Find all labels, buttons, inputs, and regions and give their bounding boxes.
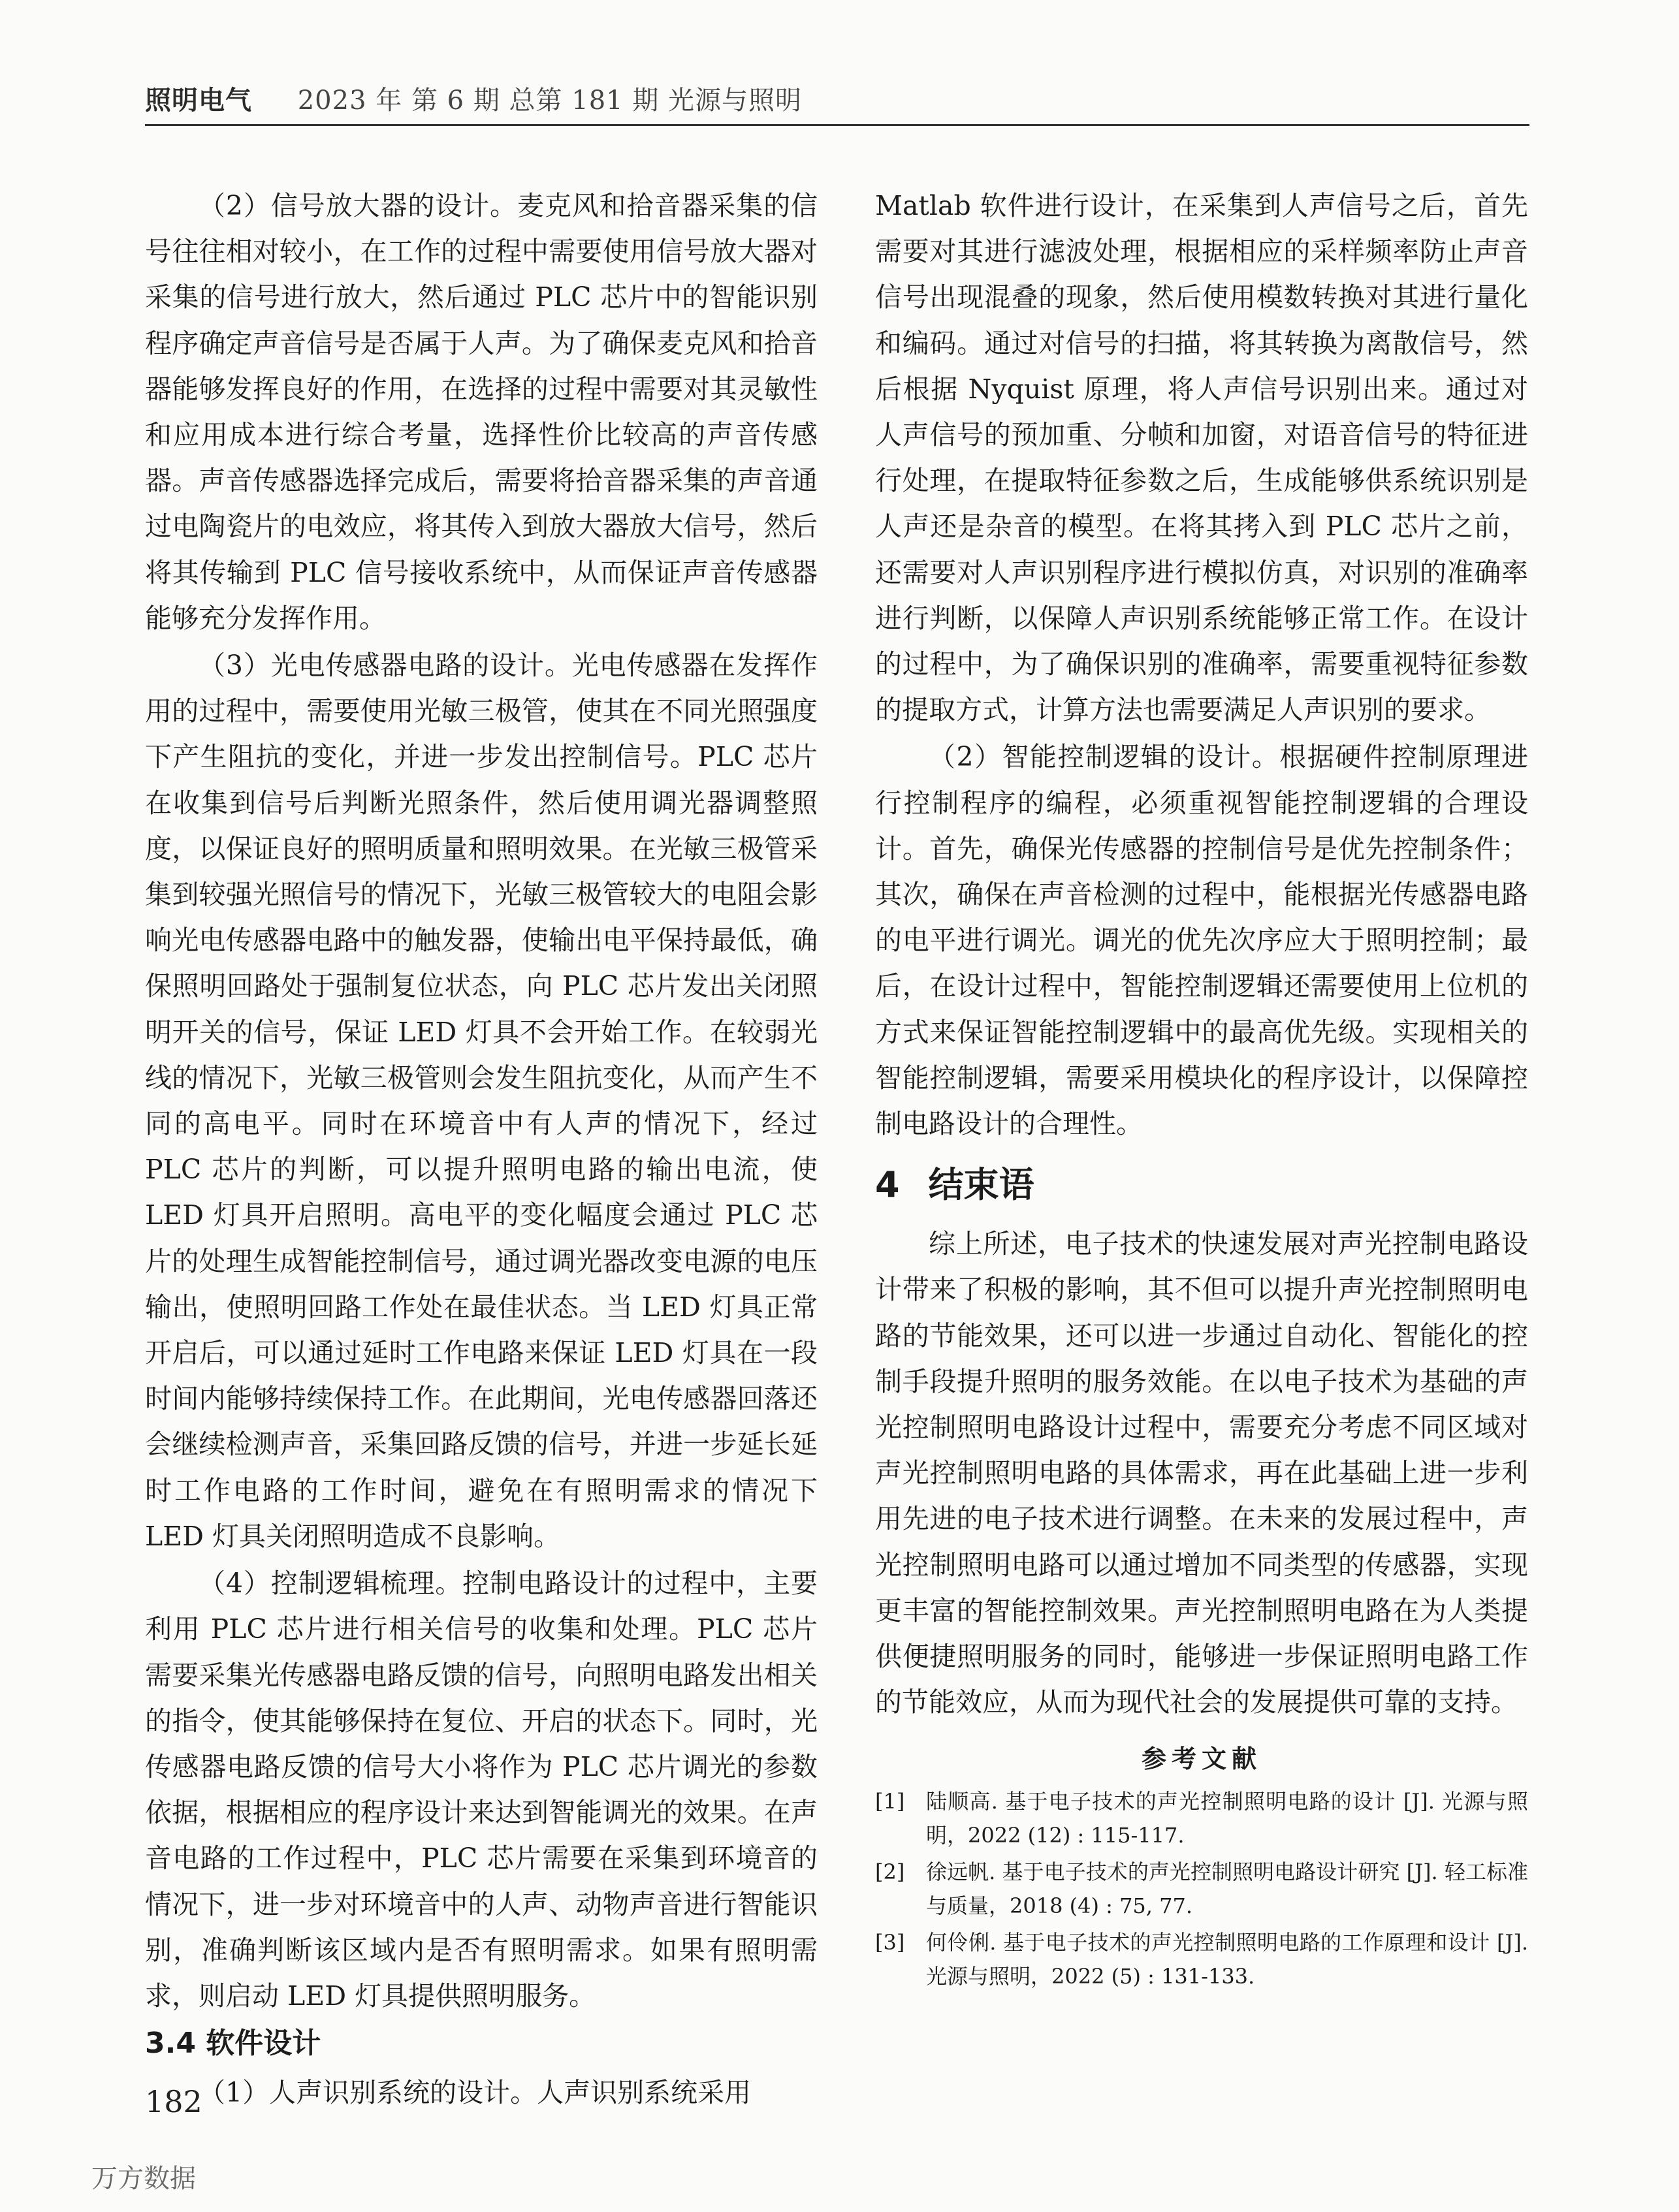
paragraph-signal-amplifier: （2）信号放大器的设计。麦克风和拾音器采集的信号往往相对较小，在工作的过程中需要使用信号放大器对采集的信号进行放大，然后通过 PLC 芯片中的智能识别程序确定声音信号是否属于人声。为了确保麦克风和拾音器能够发挥良好的作用，在选择的过程中需要对其灵敏性和应用成本进行综合考量，选择性价比较高的声音传感器。声音传感器选择完成后，需要将拾音器采集的声音通过电陶瓷片的电效应，将其传入到放大器放大信号，然后将其传输到 PLC 信号接收系统中，从而保证声音传感器能够充分发挥作用。	[145, 190, 818, 634]
left-column	[145, 183, 818, 2117]
issue-info: 2023 年 第 6 期 总第 181 期 光源与照明	[297, 86, 803, 116]
reference-text: 何伶俐. 基于电子技术的声光控制照明电路的工作原理和设计 [J]. 光源与照明，2022 (5) : 131-133.	[926, 1929, 1528, 1989]
paragraph-conclusion: 综上所述，电子技术的快速发展对声光控制电路设计带来了积极的影响，其不但可以提升声光控制照明电路的节能效果，还可以进一步通过自动化、智能化的控制手段提升照明的服务效能。在以电子技术为基础的声光控制照明电路设计过程中，需要充分考虑不同区域对声光控制照明电路的具体需求，再在此基础上进一步利用先进的电子技术进行调整。在未来的发展过程中，声光控制照明电路可以通过增加不同类型的传感器，实现更丰富的智能控制效果。声光控制照明电路在为人类提供便捷照明服务的同时，能够进一步保证照明电路工作的节能效应，从而为现代社会的发展提供可靠的支持。	[875, 1228, 1528, 1718]
paragraph-control-logic: （4）控制逻辑梳理。控制电路设计的过程中，主要利用 PLC 芯片进行相关信号的收集和处理。PLC 芯片需要采集光传感器电路反馈的信号，向照明电路发出相关的指令，使其能够保持在复位、开启的状态下。同时，光传感器电路反馈的信号大小将作为 PLC 芯片调光的参数依据，根据相应的程序设计来达到智能调光的效果。在声音电路的工作过程中，PLC 芯片需要在采集到环境音的情况下，进一步对环境音中的人声、动物声音进行智能识别，准确判断该区域内是否有照明需求。如果有照明需求，则启动 LED 灯具提供照明服务。	[145, 1568, 818, 2012]
section-number: 4	[875, 1164, 900, 1206]
right-column	[875, 183, 1528, 1996]
paragraph-voice-recognition: （1）人声识别系统的设计。人声识别系统采用	[199, 2077, 752, 2109]
reference-number: [1]	[875, 1788, 905, 1814]
reference-text: 徐远帆. 基于电子技术的声光控制照明电路设计研究 [J]. 轻工标准与质量，2018 (4) : 75, 77.	[926, 1859, 1528, 1918]
page-number: 182	[145, 2084, 202, 2119]
reference-item	[875, 1784, 1528, 1852]
section-heading-4	[875, 1156, 1528, 1214]
journal-name: 照明电气	[145, 86, 252, 116]
watermark: 万方数据	[91, 2164, 196, 2194]
reference-item	[875, 1925, 1528, 1993]
references-title: 参考文献	[1141, 1744, 1262, 1773]
reference-number: [2]	[875, 1859, 905, 1884]
reference-list	[875, 1784, 1528, 1993]
paragraph-photoelectric-sensor: （3）光电传感器电路的设计。光电传感器在发挥作用的过程中，需要使用光敏三极管，使其在不同光照强度下产生阻抗的变化，并进一步发出控制信号。PLC 芯片在收集到信号后判断光照条件，然后使用调光器调整照度，以保证良好的照明质量和照明效果。在光敏三极管采集到较强光照信号的情况下，光敏三极管较大的电阻会影响光电传感器电路中的触发器，使输出电平保持最低，确保照明回路处于强制复位状态，向 PLC 芯片发出关闭照明开关的信号，保证 LED 灯具不会开始工作。在较弱光线的情况下，光敏三极管则会发生阻抗变化，从而产生不同的高电平。同时在环境音中有人声的情况下，经过 PLC 芯片的判断，可以提升照明电路的输出电流，使 LED 灯具开启照明。高电平的变化幅度会通过 PLC 芯片的处理生成智能控制信号，通过调光器改变电源的电压输出，使照明回路工作处在最佳状态。当 LED 灯具正常开启后，可以通过延时工作电路来保证 LED 灯具在一段时间内能够持续保持工作。在此期间，光电传感器回落还会继续检测声音，采集回路反馈的信号，并进一步延长延时工作电路的工作时间，避免在有照明需求的情况下 LED 灯具关闭照明造成不良影响。	[145, 650, 818, 1552]
running-header	[145, 80, 1529, 117]
paragraph-voice-recognition-cont: Matlab 软件进行设计，在采集到人声信号之后，首先需要对其进行滤波处理，根据相应的采样频率防止声音信号出现混叠的现象，然后使用模数转换对其进行量化和编码。通过对信号的扫描，将其转换为离散信号，然后根据 Nyquist 原理，将人声信号识别出来。通过对人声信号的预加重、分帧和加窗，对语音信号的特征进行处理，在提取特征参数之后，生成能够供系统识别是人声还是杂音的模型。在将其拷入到 PLC 芯片之前，还需要对人声识别程序进行模拟仿真，对识别的准确率进行判断，以保障人声识别系统能够正常工作。在设计的过程中，为了确保识别的准确率，需要重视特征参数的提取方式，计算方法也需要满足人声识别的要求。	[875, 190, 1528, 726]
section-title: 结束语	[928, 1164, 1034, 1206]
reference-number: [3]	[875, 1929, 905, 1955]
section-heading-3-4: 3.4 软件设计	[145, 2027, 321, 2061]
reference-item	[875, 1855, 1528, 1923]
reference-text: 陆顺高. 基于电子技术的声光控制照明电路的设计 [J]. 光源与照明，2022 (12) : 115-117.	[926, 1788, 1528, 1848]
paragraph-smart-control-logic: （2）智能控制逻辑的设计。根据硬件控制原理进行控制程序的编程，必须重视智能控制逻辑的合理设计。首先，确保光传感器的控制信号是优先控制条件；其次，确保在声音检测的过程中，能根据光传感器电路的电平进行调光。调光的优先次序应大于照明控制；最后，在设计过程中，智能控制逻辑还需要使用上位机的方式来保证智能控制逻辑中的最高优先级。实现相关的智能控制逻辑，需要采用模块化的程序设计，以保障控制电路设计的合理性。	[875, 741, 1528, 1140]
header-rule	[145, 124, 1529, 126]
